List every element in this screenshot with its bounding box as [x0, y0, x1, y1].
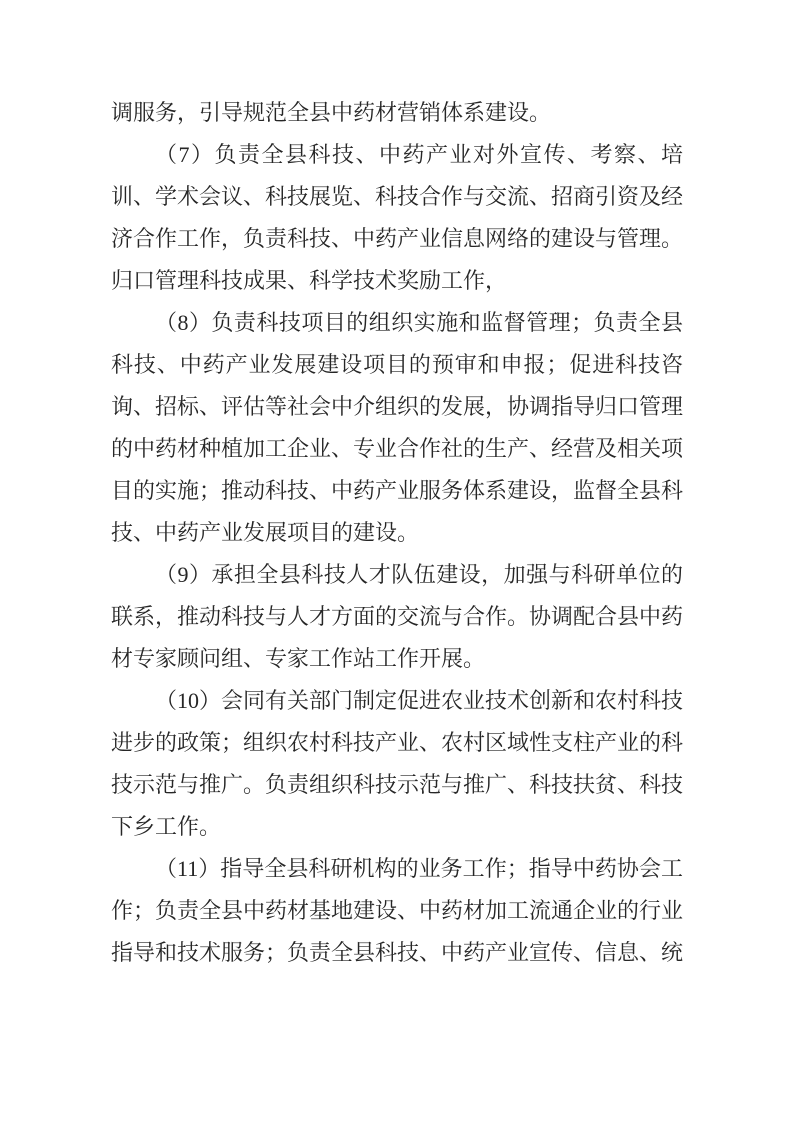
paragraph-item-7: （7）负责全县科技、中药产业对外宣传、考察、培训、学术会议、科技展览、科技合作与交流、招商引资及经济合作工作，负责科技、中药产业信息网络的建设与管理。归口管理科技成果、科学技术奖励工作，: [111, 142, 684, 293]
paragraph-item-9: （9）承担全县科技人才队伍建设，加强与科研单位的联系，推动科技与人才方面的交流与合作。协调配合县中药材专家顾问组、专家工作站工作开展。: [111, 562, 684, 671]
paragraph-item-11: （11）指导全县科研机构的业务工作；指导中药协会工作；负责全县中药材基地建设、中药材加工流通企业的行业指导和技术服务；负责全县科技、中药产业宣传、信息、统: [111, 856, 684, 965]
paragraph-item-8: （8）负责科技项目的组织实施和监督管理；负责全县科技、中药产业发展建设项目的预审和申报；促进科技咨询、招标、评估等社会中介组织的发展，协调指导归口管理的中药材种植加工企业、专业合作社的生产、经营及相关项目的实施；推动科技、中药产业服务体系建设，监督全县科技、中药产业发展项目的建设。: [111, 310, 684, 545]
paragraph-item-10: （10）会同有关部门制定促进农业技术创新和农村科技进步的政策；组织农村科技产业、农村区域性支柱产业的科技示范与推广。负责组织科技示范与推广、科技扶贫、科技下乡工作。: [111, 688, 684, 839]
text-block: [111, 92, 683, 974]
paragraph-continuation: 调服务，引导规范全县中药材营销体系建设。: [111, 100, 552, 125]
